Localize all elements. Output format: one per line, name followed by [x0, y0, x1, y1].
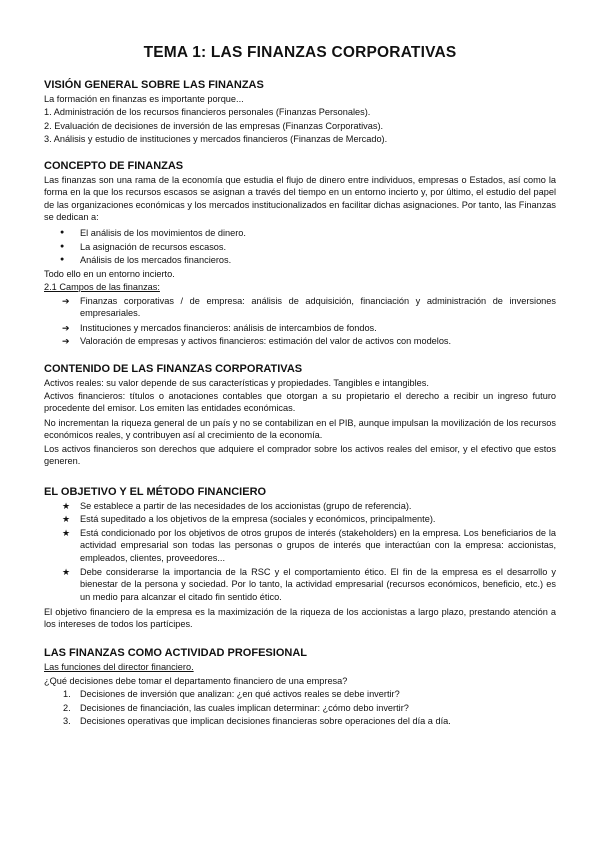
list-number: 1.: [63, 689, 71, 699]
section-heading-objetivo: EL OBJETIVO Y EL MÉTODO FINANCIERO: [44, 486, 267, 498]
list-number: 2.: [63, 703, 71, 713]
star-icon: ★: [62, 514, 71, 524]
list-item: Debe considerarse la importancia de la RSC y el comportamiento ético. El fin de la empresa es el desarrollo y bienestar de la persona y sociedad. Por lo tanto, la actividad empresarial (recursos económicos, beneficio, etc.) es un medio para alcanzar el citado fin sentido ético.: [80, 567, 556, 602]
list-item: Decisiones de financiación, las cuales implican determinar: ¿cómo debo invertir?: [80, 703, 409, 713]
list-item: 1. Administración de los recursos financieros personales (Finanzas Personales).: [44, 107, 371, 117]
star-icon: ★: [62, 567, 71, 577]
list-item: Finanzas corporativas / de empresa: análisis de adquisición, financiación y administración de inversiones empresariales.: [80, 296, 556, 319]
section-heading-concepto: CONCEPTO DE FINANZAS: [44, 160, 184, 172]
arrow-icon: ➔: [62, 296, 70, 306]
list-item: 3. Análisis y estudio de instituciones y mercados financieros (Finanzas de Mercado).: [44, 134, 388, 144]
bullet-icon: ●: [60, 256, 65, 263]
list-item: El análisis de los movimientos de dinero.: [80, 228, 246, 238]
subheading: 2.1 Campos de las finanzas:: [44, 282, 160, 292]
list-item: Decisiones operativas que implican decisiones financieras sobre operaciones del día a día.: [80, 716, 451, 726]
list-item: Instituciones y mercados financieros: análisis de intercambios de fondos.: [80, 323, 377, 333]
paragraph: Todo ello en un entorno incierto.: [44, 269, 175, 279]
section-heading-contenido: CONTENIDO DE LAS FINANZAS CORPORATIVAS: [44, 363, 303, 375]
list-item: La asignación de recursos escasos.: [80, 242, 227, 252]
paragraph: El objetivo financiero de la empresa es la maximización de la riqueza de los accionistas a largo plazo, prestando atención a los intereses de todos los partícipes.: [44, 607, 556, 630]
subheading: Las funciones del director financiero.: [44, 662, 194, 672]
list-item: Se establece a partir de las necesidades de los accionistas (grupo de referencia).: [80, 501, 412, 511]
list-item: Análisis de los mercados financieros.: [80, 255, 232, 265]
paragraph: ¿Qué decisiones debe tomar el departamento financiero de una empresa?: [44, 676, 348, 686]
document-title: TEMA 1: LAS FINANZAS CORPORATIVAS: [143, 44, 457, 61]
list-number: 3.: [63, 716, 71, 726]
paragraph: La formación en finanzas es importante porque...: [44, 94, 244, 104]
list-item: Está supeditado a los objetivos de la empresa (sociales y económicos, principalmente).: [80, 514, 436, 524]
section-heading-actividad: LAS FINANZAS COMO ACTIVIDAD PROFESIONAL: [44, 647, 307, 659]
list-item: 2. Evaluación de decisiones de inversión de las empresas (Finanzas Corporativas).: [44, 121, 384, 131]
paragraph: No incrementan la riqueza general de un país y no se contabilizan en el PIB, aunque impulsan la movilización de los recursos económicos reales, y contribuyen así al crecimiento de la economía.: [44, 418, 556, 441]
paragraph: Activos financieros: títulos o anotaciones contables que otorgan a su propietario el derecho a recibir un ingreso futuro procedente del emisor. Los emiten las entidades económicas.: [44, 391, 556, 414]
list-item: Decisiones de inversión que analizan: ¿en qué activos reales se debe invertir?: [80, 689, 400, 699]
arrow-icon: ➔: [62, 323, 70, 333]
arrow-icon: ➔: [62, 336, 70, 346]
paragraph: Activos reales: su valor depende de sus características y propiedades. Tangibles e intangibles.: [44, 378, 429, 388]
paragraph: Las finanzas son una rama de la economía que estudia el flujo de dinero entre individuos, empresas o Estados, así como la forma en la que los recursos escasos se asignan a través del tiempo en un entorno incierto y, por último, el estudio del papel de las organizaciones económicas y los mercados institucionalizados en facilitar dichas asignaciones. Por tanto, las Finanzas se dedican a:: [44, 175, 556, 222]
section-heading-vision: VISIÓN GENERAL SOBRE LAS FINANZAS: [44, 79, 264, 91]
star-icon: ★: [62, 528, 71, 538]
paragraph: Los activos financieros son derechos que adquiere el comprador sobre los activos reales del emisor, y el efectivo que estos generen.: [44, 444, 556, 467]
list-item: Valoración de empresas y activos financieros: estimación del valor de activos con modelos.: [80, 336, 452, 346]
bullet-icon: ●: [60, 243, 65, 250]
list-item: Está condicionado por los objetivos de otros grupos de interés (stakeholders) en la empresa. Los beneficiarios de la actividad empresarial son todas las personas o grupos de interés que interactúan con la empresa: accionistas, empleados, clientes, proveedores...: [80, 528, 556, 563]
star-icon: ★: [62, 501, 71, 511]
bullet-icon: ●: [60, 229, 65, 236]
